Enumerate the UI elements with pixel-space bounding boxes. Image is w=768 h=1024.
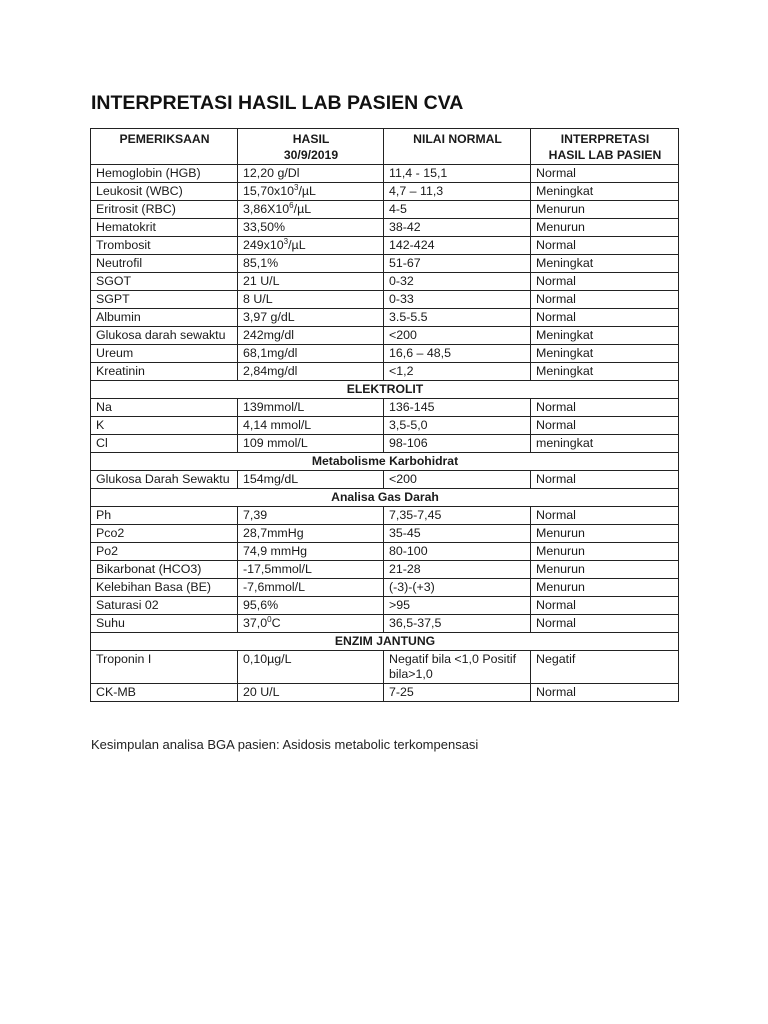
- test-name-cell: Neutrofil: [91, 255, 238, 273]
- header-nilai-normal: NILAI NORMAL: [384, 129, 531, 165]
- interpretation-cell: Menurun: [531, 561, 679, 579]
- normal-range-cell: 4-5: [384, 201, 531, 219]
- test-name-cell: CK-MB: [91, 684, 238, 702]
- test-name-cell: Ureum: [91, 345, 238, 363]
- table-row: [91, 237, 679, 255]
- header-interpretasi: INTERPRETASI HASIL LAB PASIEN: [531, 129, 679, 165]
- test-name-cell: Kelebihan Basa (BE): [91, 579, 238, 597]
- test-name-cell: SGPT: [91, 291, 238, 309]
- section-label: Analisa Gas Darah: [91, 489, 679, 507]
- result-cell: [238, 201, 384, 219]
- interpretation-cell: meningkat: [531, 435, 679, 453]
- normal-range-cell: <200: [384, 327, 531, 345]
- normal-range-cell: 11,4 - 15,1: [384, 165, 531, 183]
- test-name-cell: K: [91, 417, 238, 435]
- normal-range-cell: 3.5-5.5: [384, 309, 531, 327]
- result-exponent: 3: [283, 236, 289, 246]
- table-row: [91, 507, 679, 525]
- normal-range-cell: 21-28: [384, 561, 531, 579]
- header-hasil: HASIL 30/9/2019: [238, 129, 384, 165]
- normal-range-cell: 7,35-7,45: [384, 507, 531, 525]
- table-row: [91, 291, 679, 309]
- normal-range-cell: 142-424: [384, 237, 531, 255]
- result-unit: /µL: [293, 202, 312, 216]
- normal-range-cell: 36,5-37,5: [384, 615, 531, 633]
- test-name-cell: Eritrosit (RBC): [91, 201, 238, 219]
- result-cell: 139mmol/L: [238, 399, 384, 417]
- interpretation-cell: Meningkat: [531, 363, 679, 381]
- interpretation-cell: Negatif: [531, 651, 679, 684]
- result-cell: 85,1%: [238, 255, 384, 273]
- interpretation-cell: Meningkat: [531, 345, 679, 363]
- result-unit: /µL: [288, 238, 306, 252]
- normal-range-cell: <200: [384, 471, 531, 489]
- interpretation-cell: Meningkat: [531, 183, 679, 201]
- interpretation-cell: Normal: [531, 309, 679, 327]
- interpretation-cell: Normal: [531, 165, 679, 183]
- interpretation-cell: Meningkat: [531, 327, 679, 345]
- normal-range-cell: 35-45: [384, 525, 531, 543]
- table-row: [91, 471, 679, 489]
- table-row: [91, 525, 679, 543]
- result-cell: 95,6%: [238, 597, 384, 615]
- section-row: [91, 381, 679, 399]
- normal-range-cell: Negatif bila <1,0 Positif bila>1,0: [384, 651, 531, 684]
- test-name-cell: Po2: [91, 543, 238, 561]
- normal-range-cell: 38-42: [384, 219, 531, 237]
- section-label: ELEKTROLIT: [91, 381, 679, 399]
- table-row: [91, 255, 679, 273]
- result-cell: 242mg/dl: [238, 327, 384, 345]
- result-cell: 2,84mg/dl: [238, 363, 384, 381]
- interpretation-cell: Normal: [531, 684, 679, 702]
- result-cell: [238, 183, 384, 201]
- interpretation-cell: Menurun: [531, 219, 679, 237]
- table-row: [91, 597, 679, 615]
- result-cell: 20 U/L: [238, 684, 384, 702]
- interpretation-cell: Normal: [531, 507, 679, 525]
- section-row: [91, 489, 679, 507]
- result-cell: 68,1mg/dl: [238, 345, 384, 363]
- table-row: [91, 363, 679, 381]
- interpretation-cell: Normal: [531, 273, 679, 291]
- interpretation-cell: Normal: [531, 417, 679, 435]
- table-row: [91, 201, 679, 219]
- table-row: [91, 327, 679, 345]
- test-name-cell: Glukosa darah sewaktu: [91, 327, 238, 345]
- lab-results-table: [90, 128, 679, 702]
- result-value: 249x10: [243, 238, 284, 252]
- table-row: [91, 165, 679, 183]
- result-unit: C: [271, 616, 281, 630]
- interpretation-cell: Normal: [531, 237, 679, 255]
- test-name-cell: Cl: [91, 435, 238, 453]
- result-cell: 154mg/dL: [238, 471, 384, 489]
- test-name-cell: SGOT: [91, 273, 238, 291]
- test-name-cell: Albumin: [91, 309, 238, 327]
- result-cell: 21 U/L: [238, 273, 384, 291]
- table-row: [91, 684, 679, 702]
- normal-range-cell: <1,2: [384, 363, 531, 381]
- table-row: [91, 561, 679, 579]
- result-cell: -7,6mmol/L: [238, 579, 384, 597]
- test-name-cell: Glukosa Darah Sewaktu: [91, 471, 238, 489]
- result-value: 37,0: [243, 616, 268, 630]
- test-name-cell: Bikarbonat (HCO3): [91, 561, 238, 579]
- table-header-row: [91, 129, 679, 165]
- result-exponent: 6: [289, 200, 294, 210]
- table-row: [91, 309, 679, 327]
- interpretation-cell: Normal: [531, 291, 679, 309]
- lab-results-body: [91, 165, 679, 702]
- test-name-cell: Troponin I: [91, 651, 238, 684]
- result-cell: 7,39: [238, 507, 384, 525]
- normal-range-cell: 3,5-5,0: [384, 417, 531, 435]
- section-label: Metabolisme Karbohidrat: [91, 453, 679, 471]
- test-name-cell: Hematokrit: [91, 219, 238, 237]
- normal-range-cell: 136-145: [384, 399, 531, 417]
- result-value: 3,86X10: [243, 202, 290, 216]
- result-cell: 28,7mmHg: [238, 525, 384, 543]
- table-row: [91, 417, 679, 435]
- section-row: [91, 453, 679, 471]
- result-cell: 12,20 g/Dl: [238, 165, 384, 183]
- test-name-cell: Na: [91, 399, 238, 417]
- interpretation-cell: Menurun: [531, 201, 679, 219]
- result-cell: 8 U/L: [238, 291, 384, 309]
- normal-range-cell: 0-33: [384, 291, 531, 309]
- interpretation-cell: Normal: [531, 597, 679, 615]
- result-cell: 109 mmol/L: [238, 435, 384, 453]
- table-row: [91, 435, 679, 453]
- result-exponent: 3: [293, 182, 299, 192]
- section-label: ENZIM JANTUNG: [91, 633, 679, 651]
- result-unit: /µL: [298, 184, 316, 198]
- table-row: [91, 273, 679, 291]
- interpretation-cell: Meningkat: [531, 255, 679, 273]
- test-name-cell: Pco2: [91, 525, 238, 543]
- result-value: 15,70x10: [243, 184, 294, 198]
- interpretation-cell: Normal: [531, 471, 679, 489]
- interpretation-cell: Menurun: [531, 525, 679, 543]
- document-title: INTERPRETASI HASIL LAB PASIEN CVA: [91, 92, 464, 114]
- table-row: [91, 579, 679, 597]
- result-cell: -17,5mmol/L: [238, 561, 384, 579]
- normal-range-cell: 16,6 – 48,5: [384, 345, 531, 363]
- normal-range-cell: 51-67: [384, 255, 531, 273]
- normal-range-cell: 7-25: [384, 684, 531, 702]
- interpretation-cell: Normal: [531, 399, 679, 417]
- result-cell: 4,14 mmol/L: [238, 417, 384, 435]
- result-cell: 74,9 mmHg: [238, 543, 384, 561]
- result-cell: 3,97 g/dL: [238, 309, 384, 327]
- result-exponent: 0: [267, 614, 272, 624]
- test-name-cell: Kreatinin: [91, 363, 238, 381]
- result-cell: 33,50%: [238, 219, 384, 237]
- test-name-cell: Leukosit (WBC): [91, 183, 238, 201]
- interpretation-cell: Menurun: [531, 579, 679, 597]
- interpretation-cell: Normal: [531, 615, 679, 633]
- normal-range-cell: 0-32: [384, 273, 531, 291]
- normal-range-cell: 80-100: [384, 543, 531, 561]
- normal-range-cell: >95: [384, 597, 531, 615]
- table-row: [91, 219, 679, 237]
- result-cell: 0,10µg/L: [238, 651, 384, 684]
- header-pemeriksaan: PEMERIKSAAN: [91, 129, 238, 165]
- table-row: [91, 615, 679, 633]
- result-cell: [238, 237, 384, 255]
- test-name-cell: Trombosit: [91, 237, 238, 255]
- table-row: [91, 651, 679, 684]
- interpretation-cell: Menurun: [531, 543, 679, 561]
- section-row: [91, 633, 679, 651]
- table-row: [91, 543, 679, 561]
- test-name-cell: Saturasi 02: [91, 597, 238, 615]
- test-name-cell: Ph: [91, 507, 238, 525]
- table-row: [91, 345, 679, 363]
- normal-range-cell: (-3)-(+3): [384, 579, 531, 597]
- test-name-cell: Suhu: [91, 615, 238, 633]
- result-cell: [238, 615, 384, 633]
- normal-range-cell: 98-106: [384, 435, 531, 453]
- normal-range-cell: 4,7 – 11,3: [384, 183, 531, 201]
- conclusion-text: Kesimpulan analisa BGA pasien: Asidosis metabolic terkompensasi: [91, 737, 479, 752]
- table-row: [91, 183, 679, 201]
- table-row: [91, 399, 679, 417]
- test-name-cell: Hemoglobin (HGB): [91, 165, 238, 183]
